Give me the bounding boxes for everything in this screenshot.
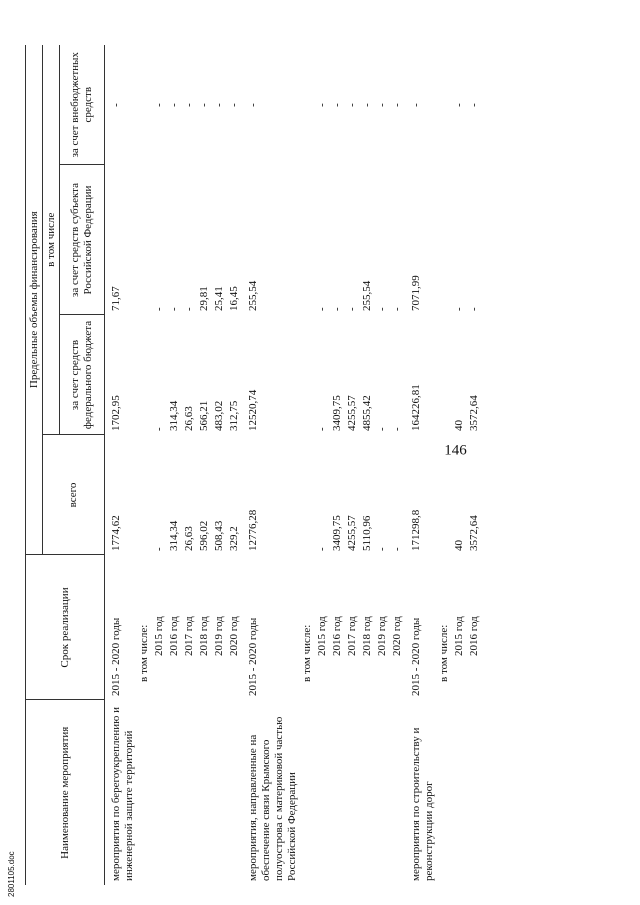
cell-region: - [346, 307, 358, 311]
cell-name [390, 700, 405, 885]
cell-federal: 1702,95 [110, 395, 122, 431]
cell-total: 4255,57 [346, 515, 358, 551]
cell-period: 2017 год [183, 616, 195, 656]
cell-total: - [153, 547, 165, 551]
cell-extrabudget: - [468, 103, 480, 107]
cell-extrabudget: - [361, 103, 373, 107]
cell-federal: 483,02 [213, 400, 225, 431]
table-row [152, 45, 167, 885]
cell-total: - [391, 547, 403, 551]
header-name: Наименование мероприятия [26, 700, 105, 885]
cell-region: - [168, 307, 180, 311]
cell-total: 5110,96 [361, 515, 373, 551]
cell-period: 2017 год [346, 616, 358, 656]
table-row [197, 45, 212, 885]
cell-total: 1774,62 [110, 515, 122, 551]
cell-period: 2016 год [468, 616, 480, 656]
cell-total: 596,02 [198, 520, 210, 551]
cell-period: 2018 год [361, 616, 373, 656]
cell-period: 2015 год [453, 616, 465, 656]
table-body [105, 45, 483, 885]
cell-extrabudget [437, 45, 452, 165]
table-row [390, 45, 405, 885]
cell-extrabudget: - [228, 103, 240, 107]
table-row [300, 45, 315, 885]
cell-period: 2015 год [153, 616, 165, 656]
cell-region: - [331, 307, 343, 311]
cell-region: 25,41 [213, 286, 225, 311]
cell-name [182, 700, 197, 885]
cell-total: 3409,75 [331, 515, 343, 551]
cell-name [167, 700, 182, 885]
cell-name [467, 700, 482, 885]
cell-extrabudget [300, 45, 315, 165]
table-row [315, 45, 330, 885]
cell-total: 12776,28 [247, 509, 259, 551]
cell-period: 2015 год [316, 616, 328, 656]
cell-name [452, 700, 467, 885]
cell-period: 2018 год [198, 616, 210, 656]
cell-federal [137, 315, 152, 435]
cell-federal: 3409,75 [331, 395, 343, 431]
cell-region: 7071,99 [410, 275, 422, 311]
cell-total: 171298,8 [410, 509, 422, 551]
cell-region [437, 165, 452, 315]
cell-name [137, 700, 152, 885]
cell-period: 2020 год [391, 616, 403, 656]
cell-region: - [453, 307, 465, 311]
cell-federal: - [391, 427, 403, 431]
cell-federal: 12520,74 [247, 389, 259, 431]
cell-extrabudget: - [453, 103, 465, 107]
cell-region: 71,67 [110, 286, 122, 311]
cell-name [300, 700, 315, 885]
cell-name [345, 700, 360, 885]
cell-extrabudget: - [391, 103, 403, 107]
cell-total [437, 435, 452, 555]
table-row [227, 45, 242, 885]
cell-period: 2020 год [228, 616, 240, 656]
cell-federal: 164226,81 [410, 384, 422, 431]
cell-extrabudget: - [183, 103, 195, 107]
cell-name [360, 700, 375, 885]
cell-region: 29,81 [198, 286, 210, 311]
header-financing: Предельные объемы финансирования [26, 45, 43, 555]
cell-name: мероприятия по строительству и реконструкции дорог [410, 727, 435, 881]
cell-period: 2016 год [331, 616, 343, 656]
cell-federal: 26,63 [183, 406, 195, 431]
footer-filename: 2801105.doc [7, 851, 16, 897]
cell-period: 2015 - 2020 годы [410, 617, 422, 696]
cell-federal: 4255,57 [346, 395, 358, 431]
header-region: за счет средств субъекта Российской Федерации [60, 165, 105, 315]
table-row [375, 45, 390, 885]
cell-total [300, 435, 315, 555]
cell-extrabudget: - [247, 103, 259, 107]
header-including: в том числе [43, 45, 60, 435]
cell-region [300, 165, 315, 315]
header-federal: за счет средств федерального бюджета [60, 315, 105, 435]
header-total: всего [43, 435, 105, 555]
cell-total: - [376, 547, 388, 551]
cell-total: 40 [453, 540, 465, 551]
cell-extrabudget: - [168, 103, 180, 107]
table-row [437, 45, 452, 885]
cell-period: 2019 год [213, 616, 225, 656]
cell-federal: 314,34 [168, 400, 180, 431]
cell-region: 255,54 [361, 280, 373, 311]
table-row [242, 45, 300, 885]
cell-extrabudget: - [316, 103, 328, 107]
cell-period: 2015 - 2020 годы [247, 617, 259, 696]
header-period: Срок реализации [26, 555, 105, 700]
table-row [405, 45, 437, 885]
cell-total: 314,34 [168, 520, 180, 551]
cell-extrabudget: - [376, 103, 388, 107]
cell-extrabudget: - [346, 103, 358, 107]
cell-federal: 312,75 [228, 400, 240, 431]
cell-federal: 40 [453, 420, 465, 431]
cell-total: 329,2 [228, 526, 240, 551]
cell-extrabudget: - [110, 103, 122, 107]
cell-federal: 3572,64 [468, 395, 480, 431]
cell-federal: 4855,42 [361, 395, 373, 431]
cell-federal: - [316, 427, 328, 431]
cell-extrabudget [137, 45, 152, 165]
cell-name: мероприятия по берегоукреплению и инженерной защите территорий [110, 707, 135, 881]
cell-name [197, 700, 212, 885]
cell-total: 3572,64 [468, 515, 480, 551]
table-row [137, 45, 152, 885]
cell-region: - [153, 307, 165, 311]
cell-region: - [183, 307, 195, 311]
cell-region: - [468, 307, 480, 311]
cell-period: в том числе: [301, 624, 313, 682]
table-row [467, 45, 482, 885]
cell-extrabudget: - [410, 103, 422, 107]
cell-period: 2019 год [376, 616, 388, 656]
cell-federal: - [376, 427, 388, 431]
cell-extrabudget: - [198, 103, 210, 107]
header-extrabudget: за счет внебюджетных средств [60, 45, 105, 165]
cell-name: мероприятия, направленные на обеспечение связи Крымского полуострова с материковой частью Российской Федерации [247, 716, 298, 881]
cell-region: - [391, 307, 403, 311]
table-row [105, 45, 138, 885]
cell-name [437, 700, 452, 885]
cell-federal: 566,21 [198, 400, 210, 431]
cell-region [137, 165, 152, 315]
cell-total: - [316, 547, 328, 551]
cell-period: 2015 - 2020 годы [110, 617, 122, 696]
table-row [182, 45, 197, 885]
cell-federal [437, 315, 452, 435]
cell-period: 2016 год [168, 616, 180, 656]
cell-region: - [316, 307, 328, 311]
cell-federal: - [153, 427, 165, 431]
cell-extrabudget: - [331, 103, 343, 107]
cell-name [152, 700, 167, 885]
cell-region: 255,54 [247, 280, 259, 311]
table-row [452, 45, 467, 885]
page-number: 146 [444, 442, 467, 459]
cell-name [330, 700, 345, 885]
table-row [330, 45, 345, 885]
cell-period: в том числе: [438, 624, 450, 682]
cell-name [315, 700, 330, 885]
table-header [26, 45, 105, 885]
cell-name [375, 700, 390, 885]
cell-region: 16,45 [228, 286, 240, 311]
cell-region: - [376, 307, 388, 311]
cell-extrabudget: - [213, 103, 225, 107]
cell-federal [300, 315, 315, 435]
financing-table [25, 45, 482, 885]
cell-total [137, 435, 152, 555]
table-row [360, 45, 375, 885]
cell-name [212, 700, 227, 885]
table-row [345, 45, 360, 885]
table-row [167, 45, 182, 885]
cell-total: 26,63 [183, 526, 195, 551]
cell-extrabudget: - [153, 103, 165, 107]
cell-period: в том числе: [138, 624, 150, 682]
table-row [212, 45, 227, 885]
cell-total: 508,43 [213, 520, 225, 551]
cell-name [227, 700, 242, 885]
